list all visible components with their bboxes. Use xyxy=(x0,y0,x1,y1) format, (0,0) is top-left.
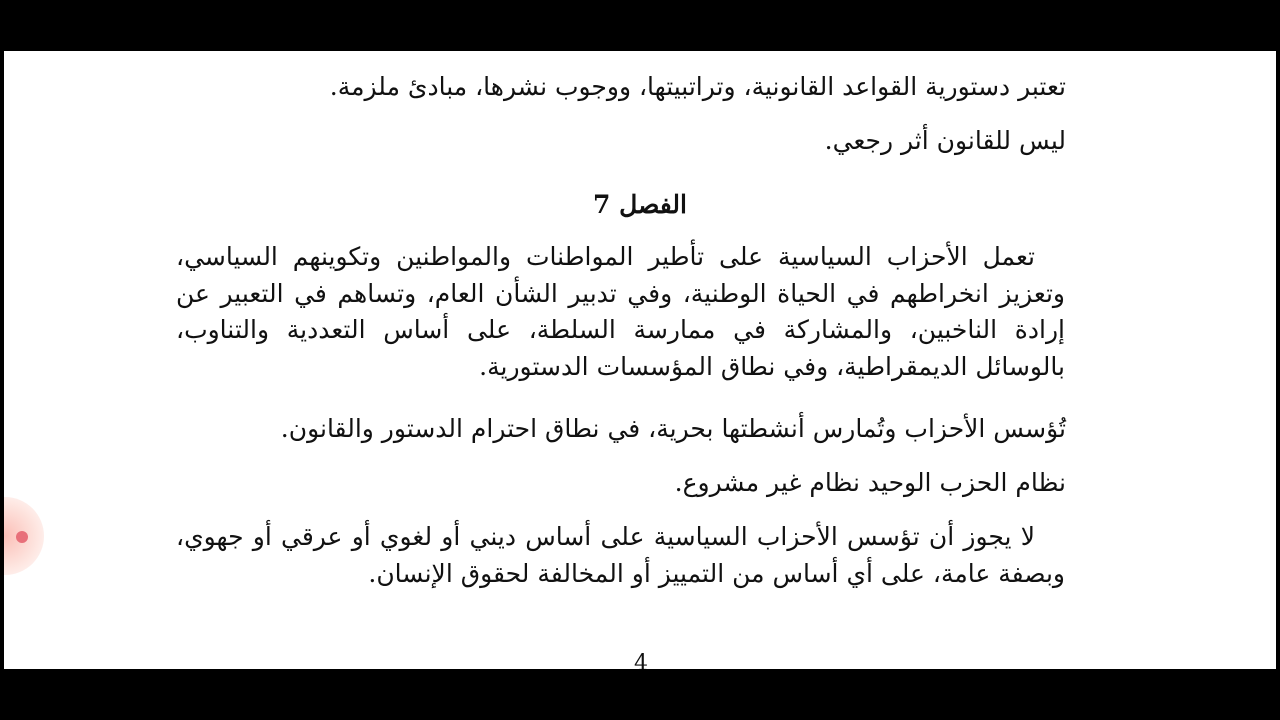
letterbox-top xyxy=(0,0,1280,51)
text-line-non-retroactivity: ليس للقانون أثر رجعي. xyxy=(824,126,1066,155)
text-line-single-party: نظام الحزب الوحيد نظام غير مشروع. xyxy=(674,468,1066,497)
pointer-dot-icon xyxy=(16,531,28,543)
article-heading: الفصل 7 xyxy=(593,190,687,219)
page-number: 4 xyxy=(634,651,648,669)
paragraph-parties-prohibition: لا يجوز أن تؤسس الأحزاب السياسية على أساس ديني أو لغوي أو عرقي أو جهوي، وبصفة عامة، على أي أساس من التمييز أو المخالفة لحقوق الإنسان. xyxy=(176,522,1065,588)
text-line-constitutionality: تعتبر دستورية القواعد القانونية، وتراتبيتها، ووجوب نشرها، مبادئ ملزمة. xyxy=(329,72,1066,101)
paragraph-parties-role: تعمل الأحزاب السياسية على تأطير المواطنات والمواطنين وتكوينهم السياسي، وتعزيز انخراطهم في الحياة الوطنية، وفي تدبير الشأن العام، وتساهم في التعبير عن إرادة الناخبين، والمشاركة في ممارسة السلطة، على أساس التعددية والتناوب، بالوسائل الديمقراطية، وفي نطاق المؤسسات الدستورية. xyxy=(176,242,1065,381)
text-line-parties-freedom: تُؤسس الأحزاب وتُمارس أنشطتها بحرية، في نطاق احترام الدستور والقانون. xyxy=(280,414,1066,443)
letterbox-bottom xyxy=(0,669,1280,720)
document-page xyxy=(4,51,1276,669)
